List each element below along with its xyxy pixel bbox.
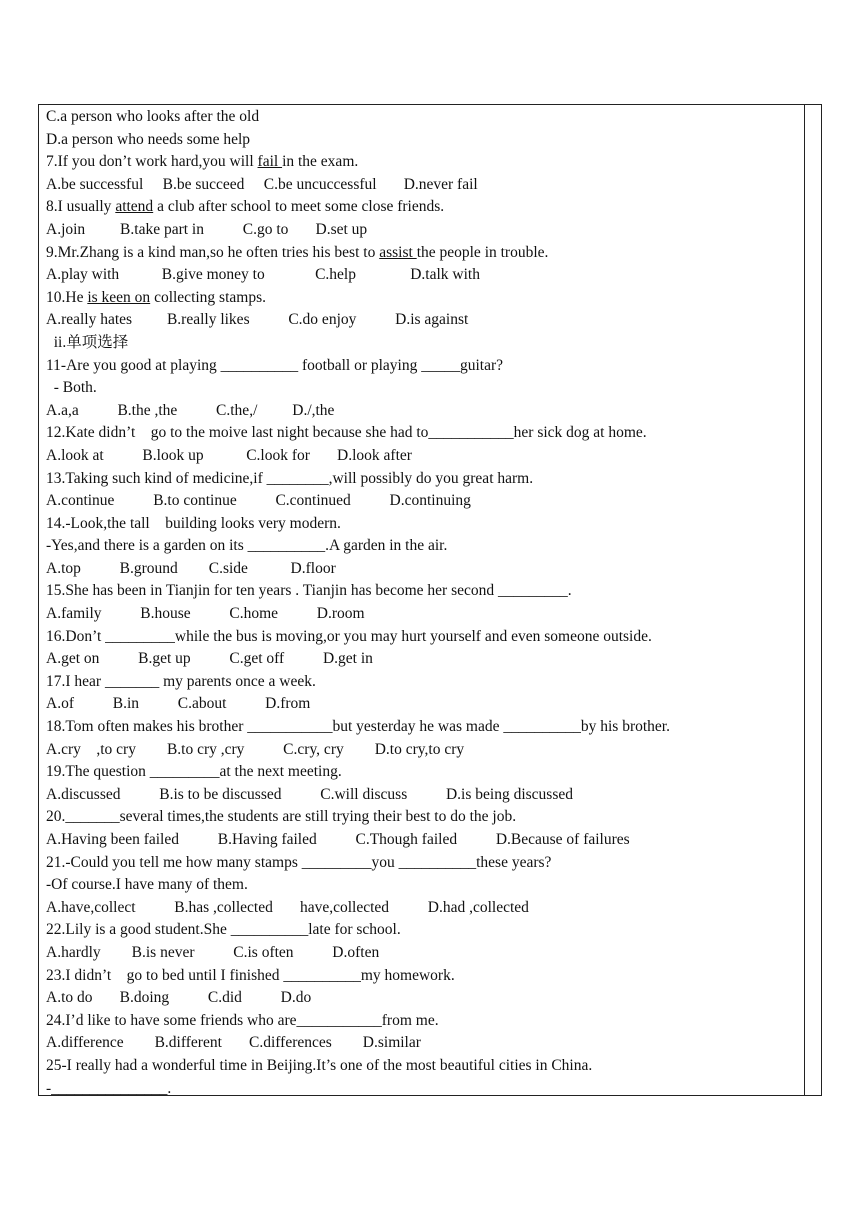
underlined-word: fail xyxy=(257,153,283,171)
options-line: A.play with B.give money to C.help D.talk with xyxy=(46,266,480,284)
options-line: A.look at B.look up C.look for D.look after xyxy=(46,446,412,464)
text-line: C.a person who looks after the old xyxy=(46,108,260,125)
options-line: A.continue B.to continue C.continued D.continuing xyxy=(46,492,471,510)
question-line: 21.-Could you tell me how many stamps _________you __________these years? xyxy=(46,853,552,871)
options-line: A.Having been failed B.Having failed C.Though failed D.Because of failures xyxy=(46,831,630,848)
underlined-word: attend xyxy=(115,198,154,216)
worksheet-content xyxy=(46,106,796,1100)
text-line: -Of course.I have many of them. xyxy=(46,876,248,894)
options-line: A.a,a B.the ,the C.the,/ D./,the xyxy=(46,401,335,419)
question-line: 20._______several times,the students are still trying their best to do the job. xyxy=(46,808,517,826)
options-line: A.family B.house C.home D.room xyxy=(46,605,365,623)
question-line: 19.The question _________at the next meeting. xyxy=(46,763,342,781)
answer-blank: -_______________. xyxy=(46,1079,172,1097)
question-line: 12.Kate didn’t go to the moive last night because she had to___________her sick dog at home. xyxy=(46,424,647,442)
question-line: 17.I hear _______ my parents once a week. xyxy=(46,672,316,690)
question-8: 8.I usually attend a club after school to meet some close friends. xyxy=(46,198,445,216)
options-line: A.hardly B.is never C.is often D.often xyxy=(46,943,380,961)
question-line: 16.Don’t _________while the bus is moving,or you may hurt yourself and even someone outside. xyxy=(46,627,652,645)
text-line: D.a person who needs some help xyxy=(46,130,251,148)
text-line: - Both. xyxy=(46,379,97,397)
question-line: 22.Lily is a good student.She __________late for school. xyxy=(46,921,401,939)
underlined-word: is keen on xyxy=(87,288,151,306)
question-10: 10.He is keen on collecting stamps. xyxy=(46,288,266,306)
options-line: A.have,collect B.has ,collected have,collected D.had ,collected xyxy=(46,898,529,916)
question-line: 15.She has been in Tianjin for ten years . Tianjin has become her second _________. xyxy=(46,582,572,600)
question-line: 24.I’d like to have some friends who are___________from me. xyxy=(46,1011,439,1029)
options-line: A.of B.in C.about D.from xyxy=(46,695,311,713)
options-line: A.to do B.doing C.did D.do xyxy=(46,989,312,1007)
question-7: 7.If you don’t work hard,you will fail in the exam. xyxy=(46,153,359,171)
question-line: 23.I didn’t go to bed until I finished __________my homework. xyxy=(46,966,455,984)
question-line: 14.-Look,the tall building looks very modern. xyxy=(46,514,341,532)
section-heading: ii.单项选择 xyxy=(46,333,129,351)
question-9: 9.Mr.Zhang is a kind man,so he often tries his best to assist the people in trouble. xyxy=(46,243,549,261)
options-line: A.cry ,to cry B.to cry ,cry C.cry, cry D.to cry,to cry xyxy=(46,740,465,758)
question-line: 11-Are you good at playing __________ football or playing _____guitar? xyxy=(46,356,504,374)
options-line: A.join B.take part in C.go to D.set up xyxy=(46,220,368,238)
question-line: 13.Taking such kind of medicine,if ________,will possibly do you great harm. xyxy=(46,469,534,487)
options-line: A.discussed B.is to be discussed C.will discuss D.is being discussed xyxy=(46,785,573,803)
options-line: A.really hates B.really likes C.do enjoy D.is against xyxy=(46,311,469,329)
table-column-divider xyxy=(804,104,805,1096)
text-line: -Yes,and there is a garden on its __________.A garden in the air. xyxy=(46,537,448,555)
options-line: A.be successful B.be succeed C.be uncuccessful D.never fail xyxy=(46,175,478,193)
question-line: 25-I really had a wonderful time in Beijing.It’s one of the most beautiful cities in China. xyxy=(46,1056,593,1074)
question-line: 18.Tom often makes his brother ___________but yesterday he was made __________by his brother. xyxy=(46,718,670,736)
underlined-word: assist xyxy=(379,243,417,261)
options-line: A.get on B.get up C.get off D.get in xyxy=(46,650,373,668)
options-line: A.top B.ground C.side D.floor xyxy=(46,559,336,577)
options-line: A.difference B.different C.differences D.similar xyxy=(46,1034,421,1052)
